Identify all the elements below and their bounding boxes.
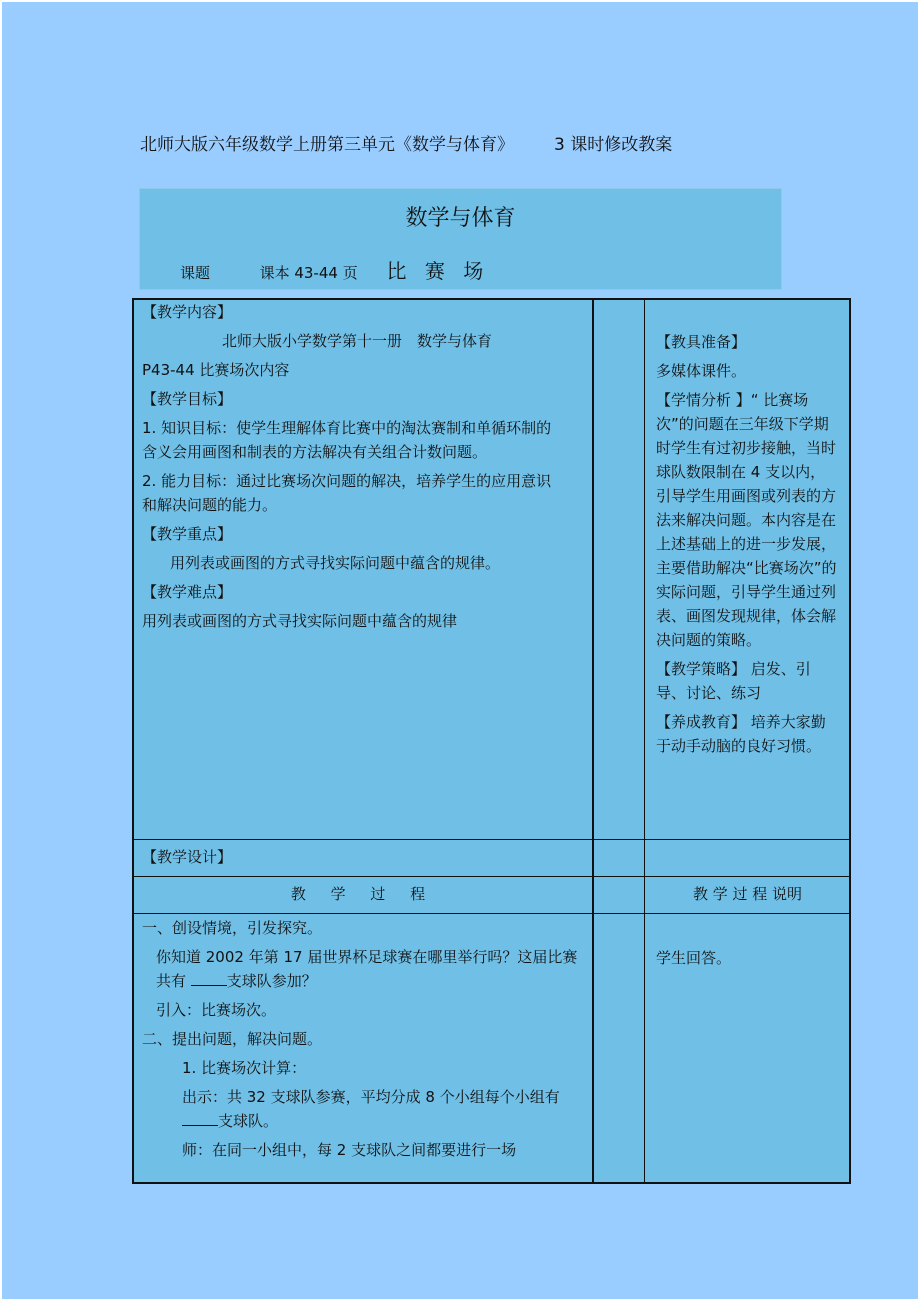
lesson-plan-table: [132, 298, 851, 1184]
goal-ability: 2. 能力目标：通过比赛场次问题的解决，培养学生的应用意识和解决问题的能力。: [142, 472, 552, 514]
row-divider-2: [134, 876, 849, 877]
answer-blank-2: [182, 1111, 218, 1126]
document-title-suffix: 3 课时修改教案: [554, 135, 673, 155]
process-header-text: 教 学 过 程: [290, 885, 436, 903]
pages-label: 课本 43-44 页: [259, 264, 358, 282]
process-question: [142, 945, 578, 993]
process-show-part-2: 支球队。: [218, 1112, 279, 1130]
lesson-topic-row: [180, 255, 489, 284]
education-text: 【养成教育】 培养大家勤于动手动脑的良好习惯。: [656, 713, 826, 755]
process-question-part-2: 支球队参加？: [226, 972, 317, 990]
process-step-2: 二、提出问题，解决问题。: [142, 1030, 323, 1048]
side-notes-cell: [656, 330, 838, 763]
key-points-text: 用列表或画图的方式寻找实际问题中蕴含的规律。: [170, 554, 501, 572]
lesson-header: [139, 188, 782, 290]
row-divider-1: [134, 839, 849, 840]
section-difficulty: 【教学难点】: [142, 583, 233, 601]
process-sub-step-1: 1. 比赛场次计算：: [182, 1059, 307, 1077]
analysis-text: 【学情分析 】“ 比赛场次”的问题在三年级下学期时学生有过初步接触，当时球队数限制在 4 支以内，引导学生用画图或列表的方法来解决问题。本内容是在上述基础上的进一步发展，主要借助解决“比赛场次”的实际问题，引导学生通过列表、画图发现规律，体会解决问题的策略。: [656, 391, 837, 649]
section-teaching-content: 【教学内容】: [142, 303, 233, 321]
teaching-process-cell: [142, 916, 578, 1167]
section-key-points: 【教学重点】: [142, 525, 233, 543]
process-column-header: [134, 882, 592, 906]
row-divider-3: [134, 913, 849, 914]
notes-header-text: 教 学 过 程 说明: [692, 885, 803, 903]
process-question-part-1: 你知道 2002 年第 17 届世界杯足球赛在哪里举行吗？这届比赛共有: [156, 948, 578, 990]
document-title: [140, 130, 672, 155]
strategy-text: 【教学策略】 启发、引导、讨论、练习: [656, 660, 811, 702]
process-show-part-1: 出示：共 32 支球队参赛，平均分成 8 个小组每个小组有: [182, 1088, 560, 1106]
lesson-main-title: 数学与体育: [405, 206, 516, 231]
answer-blank-1: [191, 971, 227, 986]
goal-knowledge: 1. 知识目标：使学生理解体育比赛中的淘汰赛制和单循环制的含义会用画图和制表的方法解决有关组合计数问题。: [142, 419, 552, 461]
difficulty-text: 用列表或画图的方式寻找实际问题中蕴含的规律: [142, 612, 458, 630]
column-divider-2: [644, 300, 645, 1182]
column-divider-1: [592, 300, 594, 1182]
notes-column-header: [644, 882, 851, 906]
content-line-1: 北师大版小学数学第十一册 数学与体育: [222, 332, 493, 350]
section-teaching-goals: 【教学目标】: [142, 390, 233, 408]
process-intro: 引入：比赛场次。: [156, 1001, 277, 1019]
teaching-design-label: 【教学设计】: [142, 848, 233, 866]
lesson-name: 比 赛 场: [386, 259, 490, 283]
tools-label: 【教具准备】: [656, 333, 747, 351]
process-show: [142, 1085, 578, 1133]
topic-label: 课题: [180, 264, 211, 282]
teaching-content-cell: [142, 300, 562, 638]
document-title-main: 北师大版六年级数学上册第三单元《数学与体育》: [140, 135, 514, 155]
process-step-1: 一、创设情境，引发探究。: [142, 919, 323, 937]
process-note-1: 学生回答。: [656, 949, 732, 967]
content-line-2: P43-44 比赛场次内容: [142, 361, 290, 379]
process-teacher: 师：在同一小组中，每 2 支球队之间都要进行一场: [182, 1141, 517, 1159]
tools-text: 多媒体课件。: [656, 362, 747, 380]
